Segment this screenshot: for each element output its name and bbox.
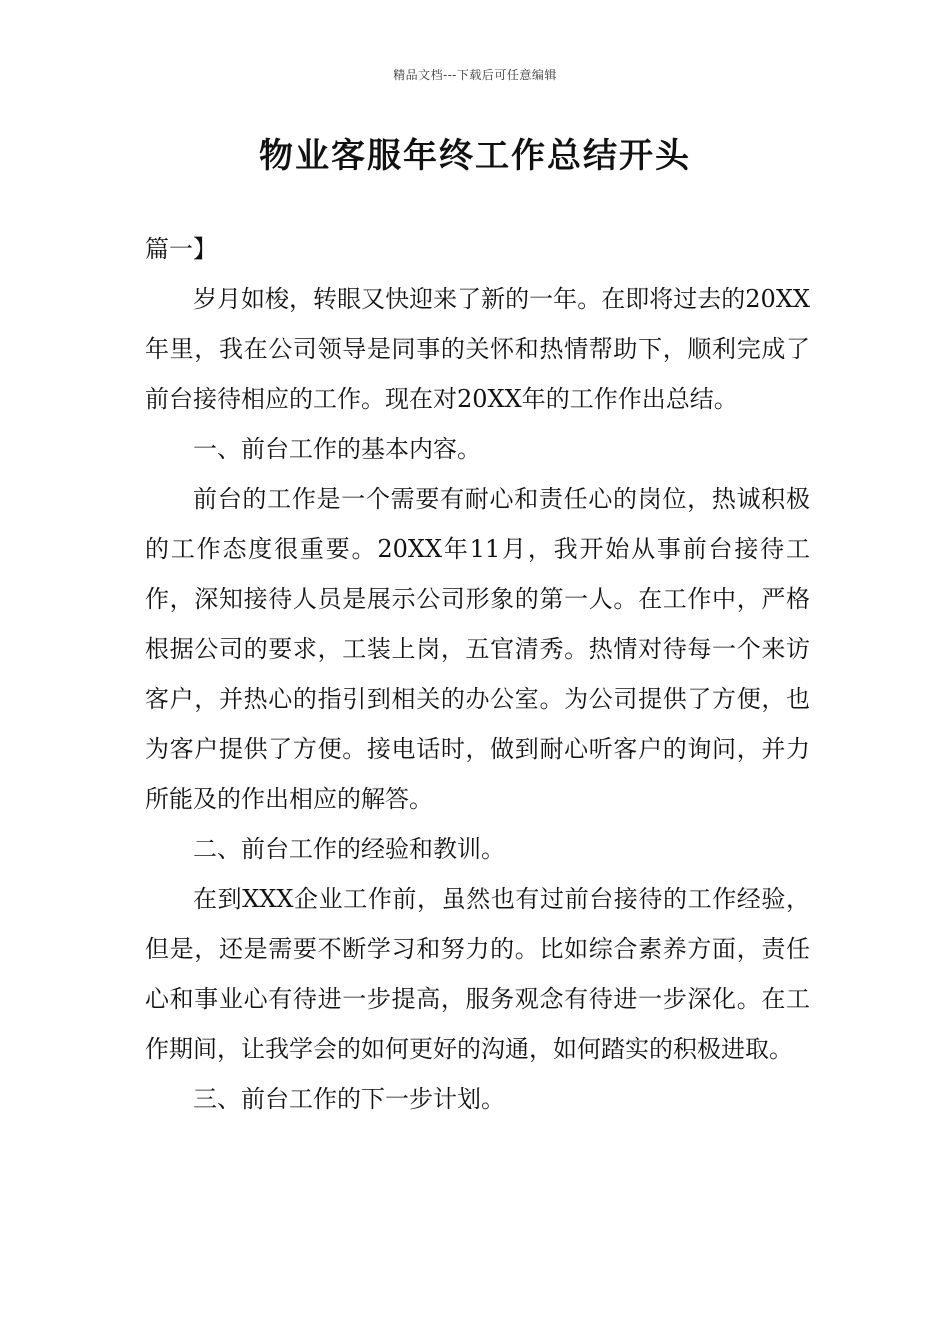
section-label: 篇一】 — [145, 235, 217, 263]
paragraph-experience: 在到XXX企业工作前，虽然也有过前台接待的工作经验，但是，还是需要不断学习和努力的。比如综合素养方面，责任心和事业心有待进一步提高，服务观念有待进一步深化。在工作期间，让我学会的如何更好的沟通，如何踏实的积极进取。 — [145, 885, 810, 1063]
header-note: 精品文档---下载后可任意编辑 — [393, 68, 557, 82]
paragraph-basic-content: 前台的工作是一个需要有耐心和责任心的岗位，热诚积极的工作态度很重要。20XX年11月，我开始从事前台接待工作，深知接待人员是展示公司形象的第一人。在工作中，严格根据公司的要求，工装上岗，五官清秀。热情对待每一个来访客户，并热心的指引到相关的办公室。为公司提供了方便，也为客户提供了方便。接电话时，做到耐心听客户的询问，并力所能及的作出相应的解答。 — [145, 485, 810, 813]
heading-next-plan: 三、前台工作的下一步计划。 — [193, 1085, 505, 1113]
heading-experience: 二、前台工作的经验和教训。 — [193, 835, 505, 863]
document-title: 物业客服年终工作总结开头 — [259, 136, 691, 176]
document-body — [145, 224, 810, 1124]
heading-basic-content: 一、前台工作的基本内容。 — [193, 435, 481, 463]
paragraph-intro: 岁月如梭，转眼又快迎来了新的一年。在即将过去的20XX年里，我在公司领导是同事的关怀和热情帮助下，顺利完成了前台接待相应的工作。现在对20XX年的工作作出总结。 — [145, 285, 810, 413]
